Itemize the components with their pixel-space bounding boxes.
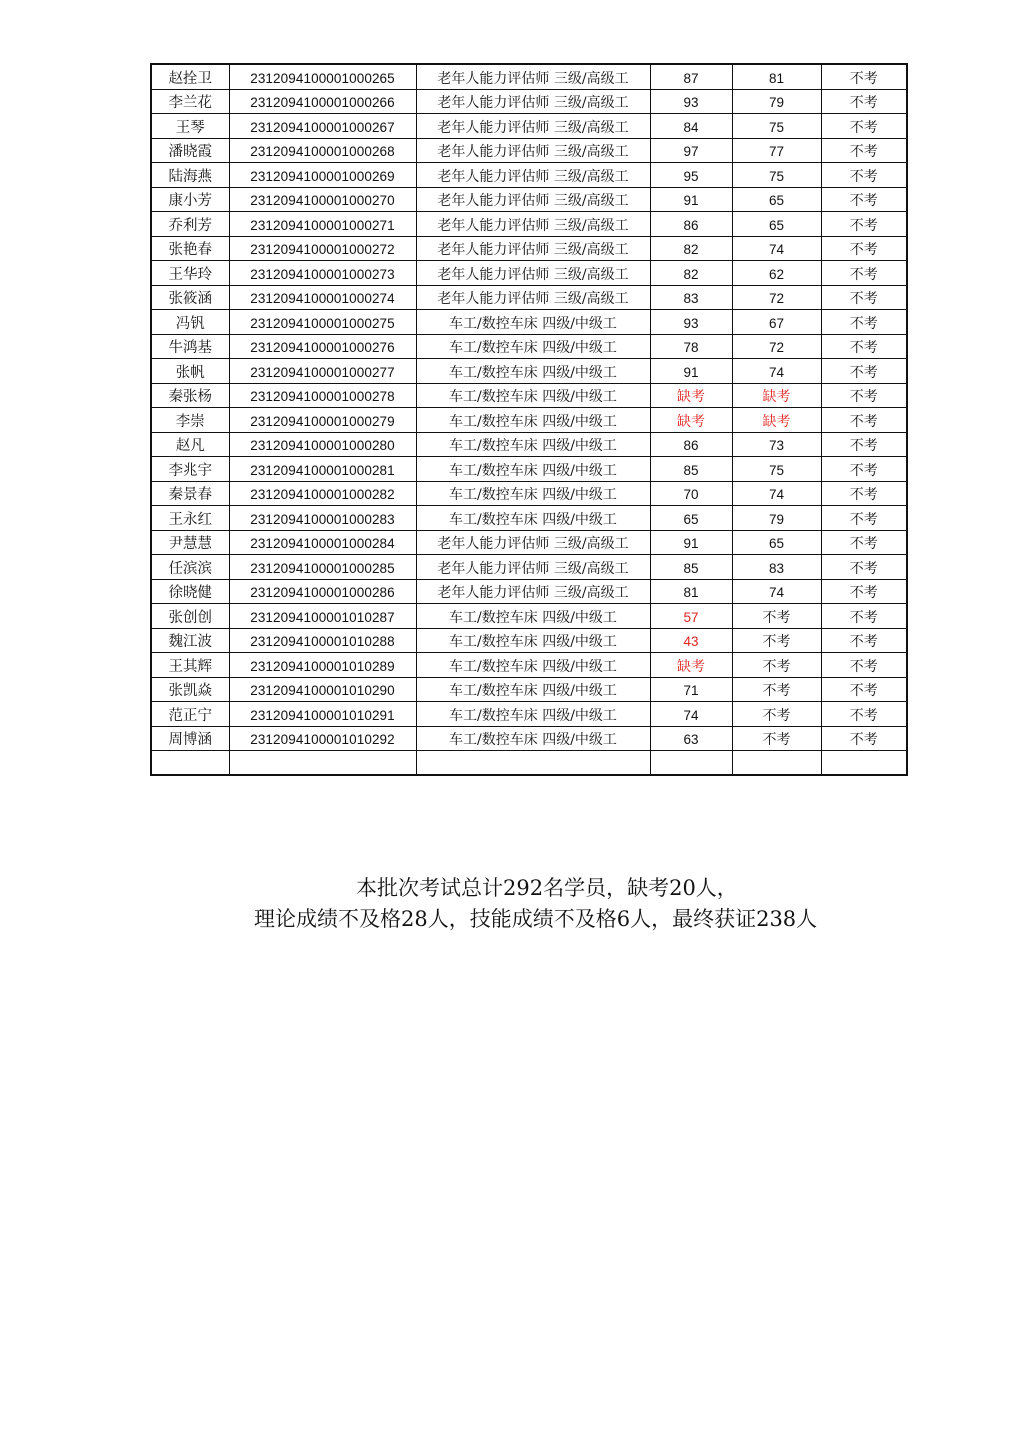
other-score-cell: 不考 [821,702,907,727]
name-cell: 牛鸿基 [151,334,229,359]
results-table [150,63,908,776]
table-row [151,457,907,482]
table-row [151,383,907,408]
name-cell: 王其辉 [151,653,229,678]
other-score-cell: 不考 [821,89,907,114]
theory-score-cell: 63 [650,726,732,751]
theory-score-cell: 93 [650,310,732,335]
occupation-cell: 车工/数控车床 四级/中级工 [416,677,650,702]
skill-score-cell: 75 [732,457,821,482]
theory-score-cell: 78 [650,334,732,359]
skill-score-cell: 74 [732,359,821,384]
occupation-cell: 老年人能力评估师 三级/高级工 [416,64,650,89]
name-cell: 乔利芳 [151,212,229,237]
skill-score-cell: 83 [732,555,821,580]
table-row [151,114,907,139]
cert-number-cell: 2312094100001000273 [229,261,416,286]
theory-score-cell: 81 [650,579,732,604]
table-row [151,236,907,261]
skill-score-cell: 不考 [732,677,821,702]
skill-score-cell: 74 [732,579,821,604]
empty-cell [229,751,416,776]
name-cell: 张凯焱 [151,677,229,702]
table-row [151,579,907,604]
cert-number-cell: 2312094100001010288 [229,628,416,653]
empty-cell [821,751,907,776]
name-cell: 赵凡 [151,432,229,457]
summary-line-2: 理论成绩不及格28人，技能成绩不及格6人，最终获证238人 [254,907,818,931]
theory-score-cell: 91 [650,359,732,384]
summary-line-1: 本批次考试总计292名学员，缺考20人， [356,876,738,900]
empty-cell [732,751,821,776]
other-score-cell: 不考 [821,726,907,751]
occupation-cell: 老年人能力评估师 三级/高级工 [416,530,650,555]
cert-number-cell: 2312094100001000268 [229,138,416,163]
theory-score-cell: 82 [650,236,732,261]
cert-number-cell: 2312094100001010292 [229,726,416,751]
table-row [151,408,907,433]
other-score-cell: 不考 [821,138,907,163]
name-cell: 任滨滨 [151,555,229,580]
cert-number-cell: 2312094100001000281 [229,457,416,482]
occupation-cell: 车工/数控车床 四级/中级工 [416,506,650,531]
occupation-cell: 车工/数控车床 四级/中级工 [416,457,650,482]
cert-number-cell: 2312094100001010287 [229,604,416,629]
table-row [151,555,907,580]
skill-score-cell: 77 [732,138,821,163]
table-row [151,481,907,506]
theory-score-cell: 71 [650,677,732,702]
skill-score-cell: 不考 [732,726,821,751]
name-cell: 李兰花 [151,89,229,114]
name-cell: 徐晓健 [151,579,229,604]
name-cell: 王永红 [151,506,229,531]
other-score-cell: 不考 [821,677,907,702]
table-row [151,89,907,114]
occupation-cell: 车工/数控车床 四级/中级工 [416,408,650,433]
occupation-cell: 车工/数控车床 四级/中级工 [416,334,650,359]
table-row [151,187,907,212]
skill-score-cell: 79 [732,506,821,531]
skill-score-cell: 不考 [732,604,821,629]
theory-score-cell: 缺考 [650,653,732,678]
name-cell: 张艳春 [151,236,229,261]
occupation-cell: 老年人能力评估师 三级/高级工 [416,555,650,580]
other-score-cell: 不考 [821,653,907,678]
cert-number-cell: 2312094100001000283 [229,506,416,531]
table-row [151,334,907,359]
name-cell: 冯钒 [151,310,229,335]
skill-score-cell: 73 [732,432,821,457]
cert-number-cell: 2312094100001000277 [229,359,416,384]
table-row [151,261,907,286]
empty-cell [416,751,650,776]
name-cell: 李兆宇 [151,457,229,482]
name-cell: 赵拴卫 [151,64,229,89]
skill-score-cell: 75 [732,163,821,188]
other-score-cell: 不考 [821,310,907,335]
theory-score-cell: 74 [650,702,732,727]
table-row [151,653,907,678]
occupation-cell: 老年人能力评估师 三级/高级工 [416,89,650,114]
other-score-cell: 不考 [821,579,907,604]
occupation-cell: 老年人能力评估师 三级/高级工 [416,285,650,310]
occupation-cell: 车工/数控车床 四级/中级工 [416,702,650,727]
skill-score-cell: 79 [732,89,821,114]
skill-score-cell: 62 [732,261,821,286]
table-row [151,285,907,310]
theory-score-cell: 87 [650,64,732,89]
other-score-cell: 不考 [821,628,907,653]
occupation-cell: 老年人能力评估师 三级/高级工 [416,114,650,139]
cert-number-cell: 2312094100001010290 [229,677,416,702]
other-score-cell: 不考 [821,383,907,408]
theory-score-cell: 91 [650,187,732,212]
skill-score-cell: 不考 [732,702,821,727]
cert-number-cell: 2312094100001000272 [229,236,416,261]
skill-score-cell: 不考 [732,653,821,678]
other-score-cell: 不考 [821,261,907,286]
name-cell: 范正宁 [151,702,229,727]
theory-score-cell: 85 [650,555,732,580]
table-row [151,163,907,188]
name-cell: 张创创 [151,604,229,629]
other-score-cell: 不考 [821,604,907,629]
occupation-cell: 老年人能力评估师 三级/高级工 [416,163,650,188]
cert-number-cell: 2312094100001000275 [229,310,416,335]
other-score-cell: 不考 [821,457,907,482]
theory-score-cell: 57 [650,604,732,629]
cert-number-cell: 2312094100001000276 [229,334,416,359]
cert-number-cell: 2312094100001000269 [229,163,416,188]
table-row [151,138,907,163]
occupation-cell: 车工/数控车床 四级/中级工 [416,383,650,408]
name-cell: 秦张杨 [151,383,229,408]
other-score-cell: 不考 [821,359,907,384]
skill-score-cell: 74 [732,236,821,261]
other-score-cell: 不考 [821,285,907,310]
other-score-cell: 不考 [821,408,907,433]
table-row [151,506,907,531]
skill-score-cell: 74 [732,481,821,506]
skill-score-cell: 65 [732,212,821,237]
skill-score-cell: 缺考 [732,383,821,408]
table-row [151,310,907,335]
table-row [151,604,907,629]
theory-score-cell: 缺考 [650,408,732,433]
theory-score-cell: 84 [650,114,732,139]
occupation-cell: 车工/数控车床 四级/中级工 [416,310,650,335]
empty-cell [151,751,229,776]
name-cell: 李崇 [151,408,229,433]
other-score-cell: 不考 [821,334,907,359]
theory-score-cell: 91 [650,530,732,555]
occupation-cell: 车工/数控车床 四级/中级工 [416,359,650,384]
theory-score-cell: 95 [650,163,732,188]
occupation-cell: 车工/数控车床 四级/中级工 [416,432,650,457]
theory-score-cell: 93 [650,89,732,114]
cert-number-cell: 2312094100001000271 [229,212,416,237]
other-score-cell: 不考 [821,555,907,580]
other-score-cell: 不考 [821,64,907,89]
skill-score-cell: 75 [732,114,821,139]
skill-score-cell: 不考 [732,628,821,653]
empty-cell [650,751,732,776]
other-score-cell: 不考 [821,432,907,457]
name-cell: 张筱涵 [151,285,229,310]
skill-score-cell: 65 [732,530,821,555]
cert-number-cell: 2312094100001000266 [229,89,416,114]
theory-score-cell: 43 [650,628,732,653]
cert-number-cell: 2312094100001000280 [229,432,416,457]
occupation-cell: 老年人能力评估师 三级/高级工 [416,138,650,163]
cert-number-cell: 2312094100001000267 [229,114,416,139]
theory-score-cell: 86 [650,432,732,457]
theory-score-cell: 83 [650,285,732,310]
occupation-cell: 车工/数控车床 四级/中级工 [416,726,650,751]
name-cell: 秦景春 [151,481,229,506]
cert-number-cell: 2312094100001000274 [229,285,416,310]
cert-number-cell: 2312094100001000270 [229,187,416,212]
name-cell: 张帆 [151,359,229,384]
name-cell: 尹慧慧 [151,530,229,555]
table-row [151,212,907,237]
theory-score-cell: 86 [650,212,732,237]
table-row [151,702,907,727]
occupation-cell: 老年人能力评估师 三级/高级工 [416,579,650,604]
occupation-cell: 车工/数控车床 四级/中级工 [416,481,650,506]
skill-score-cell: 缺考 [732,408,821,433]
skill-score-cell: 81 [732,64,821,89]
occupation-cell: 老年人能力评估师 三级/高级工 [416,261,650,286]
theory-score-cell: 65 [650,506,732,531]
table-row [151,677,907,702]
other-score-cell: 不考 [821,187,907,212]
cert-number-cell: 2312094100001000282 [229,481,416,506]
cert-number-cell: 2312094100001000286 [229,579,416,604]
theory-score-cell: 缺考 [650,383,732,408]
name-cell: 周博涵 [151,726,229,751]
occupation-cell: 车工/数控车床 四级/中级工 [416,604,650,629]
name-cell: 魏江波 [151,628,229,653]
results-table-body [151,64,907,775]
occupation-cell: 车工/数控车床 四级/中级工 [416,653,650,678]
skill-score-cell: 72 [732,285,821,310]
table-row [151,432,907,457]
other-score-cell: 不考 [821,163,907,188]
name-cell: 潘晓霞 [151,138,229,163]
cert-number-cell: 2312094100001000285 [229,555,416,580]
table-row [151,530,907,555]
theory-score-cell: 70 [650,481,732,506]
other-score-cell: 不考 [821,481,907,506]
occupation-cell: 老年人能力评估师 三级/高级工 [416,212,650,237]
other-score-cell: 不考 [821,212,907,237]
name-cell: 王琴 [151,114,229,139]
empty-table-row [151,751,907,776]
other-score-cell: 不考 [821,530,907,555]
cert-number-cell: 2312094100001000284 [229,530,416,555]
other-score-cell: 不考 [821,114,907,139]
occupation-cell: 车工/数控车床 四级/中级工 [416,628,650,653]
skill-score-cell: 65 [732,187,821,212]
skill-score-cell: 67 [732,310,821,335]
cert-number-cell: 2312094100001010289 [229,653,416,678]
cert-number-cell: 2312094100001000279 [229,408,416,433]
theory-score-cell: 85 [650,457,732,482]
cert-number-cell: 2312094100001000278 [229,383,416,408]
table-row [151,628,907,653]
occupation-cell: 老年人能力评估师 三级/高级工 [416,236,650,261]
name-cell: 王华玲 [151,261,229,286]
table-row [151,64,907,89]
other-score-cell: 不考 [821,236,907,261]
name-cell: 陆海燕 [151,163,229,188]
name-cell: 康小芳 [151,187,229,212]
table-row [151,359,907,384]
theory-score-cell: 82 [650,261,732,286]
cert-number-cell: 2312094100001010291 [229,702,416,727]
skill-score-cell: 72 [732,334,821,359]
occupation-cell: 老年人能力评估师 三级/高级工 [416,187,650,212]
table-row [151,726,907,751]
other-score-cell: 不考 [821,506,907,531]
cert-number-cell: 2312094100001000265 [229,64,416,89]
theory-score-cell: 97 [650,138,732,163]
